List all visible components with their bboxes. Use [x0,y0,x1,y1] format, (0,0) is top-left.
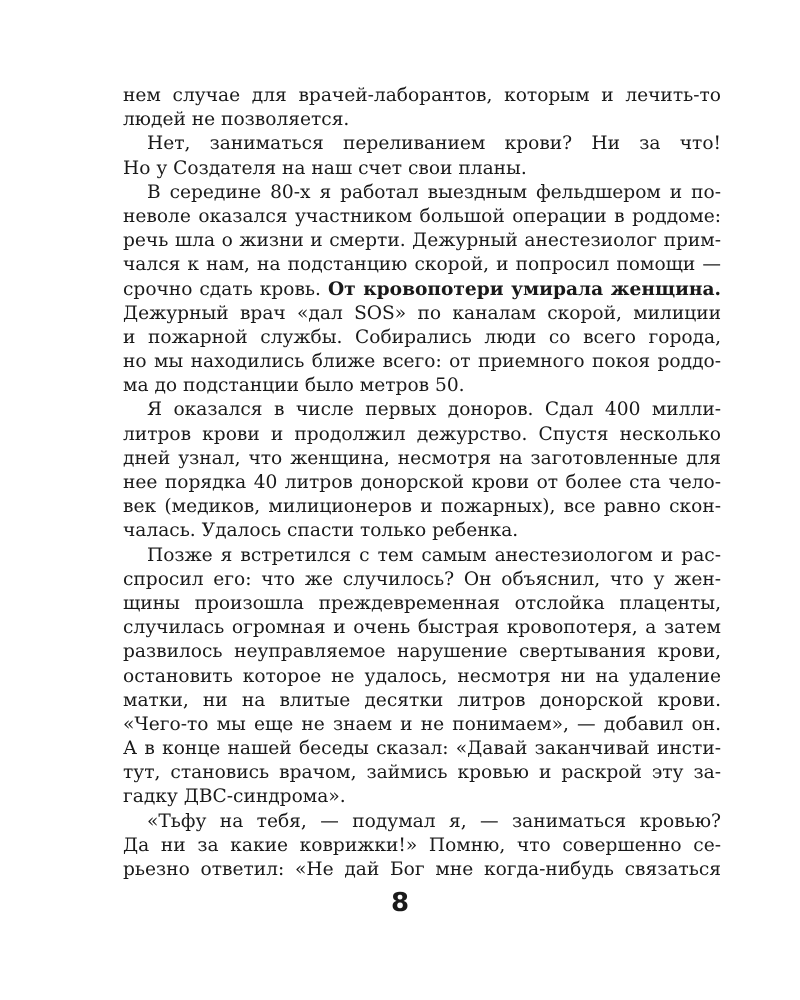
page-number: 8 [390,888,410,918]
text-line-content: В середине 80-х я работал выездным фельдшером и по- [147,181,721,203]
text-line [123,229,721,253]
text-line [123,423,721,447]
text-line-content: чался к нам, на подстанцию скорой, и попросил помощи — [123,254,721,276]
text-line [123,398,721,422]
text-line [123,278,721,302]
text-line [123,302,721,326]
text-line-content: «Чего-то мы еще не знаем и не понимаем», — добавил он. [123,713,721,735]
text-line-content: речь шла о жизни и смерти. Дежурный анестезиолог прим- [123,230,721,252]
text-line [123,834,721,858]
text-line [123,665,721,689]
text-line-content: чалась. Удалось спасти только ребенка. [123,520,519,542]
text-line-content: но мы находились ближе всего: от приемного покоя роддо- [123,351,721,373]
text-line-content: Да ни за какие коврижки!» Помню, что совершенно се- [123,834,721,856]
text-line [123,471,721,495]
text-line-content: неволе оказался участником большой операции в роддоме: [123,205,721,227]
text-line [123,108,721,132]
text-line [123,205,721,229]
text-line-content: срочно сдать кровь. [123,278,328,300]
text-line-content: гадку ДВС-синдрома». [123,786,346,808]
text-line-content: нее порядка 40 литров донорской крови от более ста чело- [123,472,721,493]
text-line-content: литров крови и продолжил дежурство. Спустя несколько [123,423,721,445]
text-line-content: рьезно ответил: «Не дай Бог мне когда-нибудь связаться [123,859,721,880]
text-line-content: «Тьфу на тебя, — подумал я, — заниматься кровью? [147,810,721,832]
text-line-content: щины произошла преждевременная отслойка плаценты, [123,592,721,614]
text-line [123,544,721,568]
text-line [123,519,721,543]
text-line [123,858,721,882]
text-line [123,350,721,374]
text-line [123,253,721,277]
text-line-content: и пожарной службы. Собирались люди со всего города, [123,326,721,348]
text-line [123,761,721,785]
text-line-content: Нет, заниматься переливанием крови? Ни за что! [147,133,721,155]
text-line [123,157,721,181]
text-line-content: спросил его: что же случилось? Он объяснил, что у жен- [123,568,721,590]
text-line [123,181,721,205]
text-line-content: нем случае для врачей-лаборантов, которым и лечить-то [123,85,721,106]
text-line-content: А в конце нашей беседы сказал: «Давай заканчивай инсти- [123,738,721,760]
text-line [123,495,721,519]
text-line-content: случилась огромная и очень быстрая кровопотеря, а затем [123,617,721,639]
text-line [123,616,721,640]
text-line-content: ма до подстанции было метров 50. [123,375,465,397]
text-line-content: дней узнал, что женщина, несмотря на заготовленные для [123,447,721,469]
text-line-content: Я оказался в числе первых доноров. Сдал 400 милли- [147,399,721,421]
text-line [123,374,721,398]
text-line [123,810,721,834]
text-line [123,737,721,761]
text-line-content: Позже я встретился с тем самым анестезиологом и рас- [147,544,721,566]
text-line [123,689,721,713]
text-line [123,84,721,108]
text-line-content: Но у Создателя на наш счет свои планы. [123,157,527,179]
text-line [123,640,721,664]
bold-phrase: От кровопотери умирала женщина. [327,278,721,300]
text-line [123,447,721,471]
text-line-content: Дежурный врач «дал SOS» по каналам скорой, милиции [123,302,721,324]
text-line [123,785,721,809]
text-line [123,568,721,592]
text-line-content: остановить которое не удалось, несмотря ни на удаление [123,665,721,687]
text-line-content: век (медиков, милиционеров и пожарных), все равно скон- [123,496,721,518]
text-line [123,326,721,350]
page-text [123,84,721,882]
text-line-content: тут, становись врачом, займись кровью и раскрой эту за- [123,762,721,784]
text-line-content: развилось неуправляемое нарушение свертывания крови, [123,641,721,663]
text-line [123,132,721,156]
text-line-content: людей не позволяется. [123,109,350,131]
text-line [123,713,721,737]
text-line-content: матки, ни на влитые десятки литров донорской крови. [123,689,721,711]
text-line [123,592,721,616]
